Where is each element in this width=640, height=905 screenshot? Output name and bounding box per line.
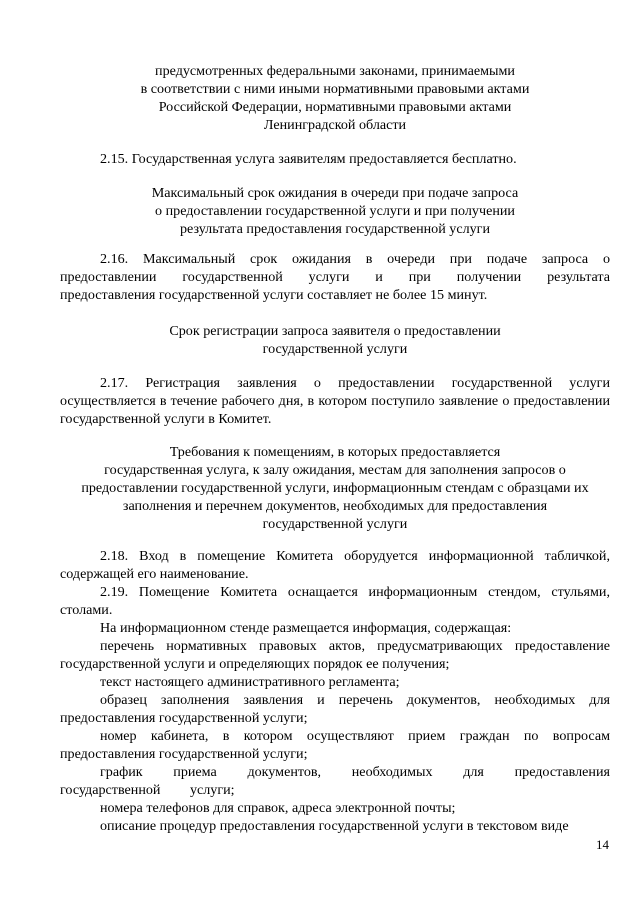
heading-line: государственной услуги <box>262 516 408 532</box>
heading-line: Ленинградской области <box>263 117 407 133</box>
paragraph-2-16 <box>60 250 610 304</box>
heading-waiting-time <box>60 184 610 238</box>
heading-line: заполнения и перечнем документов, необходимых для предоставления <box>122 498 548 514</box>
heading-line: результата предоставления государственной услуги <box>179 221 491 237</box>
heading-registration-time <box>60 322 610 358</box>
paragraph-2-18: 2.18. Вход в помещение Комитета оборудуется информационной табличкой, содержащей его наименование. <box>60 548 610 582</box>
paragraph-2-17: 2.17. Регистрация заявления о предоставлении государственной услуги осуществляется в течение рабочего дня, в котором поступило заявление о предоставлении государственной услуги в Комитет. <box>60 375 610 427</box>
heading-line: Срок регистрации запроса заявителя о предоставлении <box>169 323 501 339</box>
stand-item: текст настоящего административного регламента; <box>100 674 400 690</box>
stand-item: номера телефонов для справок, адреса электронной почты; <box>100 800 456 816</box>
heading-line: о предоставлении государственной услуги и при получении <box>155 203 515 219</box>
heading-line: предоставлении государственной услуги, информационным стендам с образцами их <box>81 480 589 496</box>
stand-item: перечень нормативных правовых актов, предусматривающих предоставление государственной услуги и определяющих порядок ее получения; <box>60 638 610 672</box>
heading-line: Российской Федерации, нормативными правовыми актами <box>158 99 512 115</box>
paragraph-line: 2.16. Максимальный срок ожидания в очереди при подаче запроса о <box>100 251 610 267</box>
stand-item: образец заполнения заявления и перечень документов, необходимых для предоставления государственной услуги; <box>60 692 610 726</box>
heading-line: Максимальный срок ожидания в очереди при подаче запроса <box>151 185 519 201</box>
stand-item: описание процедур предоставления государственной услуги в текстовом виде <box>100 818 569 834</box>
heading-line: государственная услуга, к залу ожидания, местам для заполнения запросов о <box>104 462 566 478</box>
heading-legal-acts <box>60 62 610 134</box>
section-body <box>60 547 610 835</box>
paragraph-2-15: 2.15. Государственная услуга заявителям предоставляется бесплатно. <box>100 151 517 167</box>
paragraph-line: предоставлении государственной услуги и при получении результата <box>60 269 610 285</box>
stand-intro: На информационном стенде размещается информация, содержащая: <box>100 620 512 636</box>
stand-item: график приема документов, необходимых для предоставления государственной услуги; <box>60 764 610 798</box>
paragraph-2-19: 2.19. Помещение Комитета оснащается информационным стендом, стульями, столами. <box>60 584 610 618</box>
stand-item: номер кабинета, в котором осуществляют прием граждан по вопросам предоставления государственной услуги; <box>60 728 610 762</box>
page-number: 14 <box>596 837 609 852</box>
heading-premises-requirements <box>60 443 610 533</box>
paragraph-line: предоставления государственной услуги составляет не более 15 минут. <box>60 287 488 303</box>
heading-line: в соответствии с ними иными нормативными правовыми актами <box>140 81 530 97</box>
heading-line: предусмотренных федеральными законами, принимаемыми <box>155 63 515 79</box>
heading-line: государственной услуги <box>262 341 408 357</box>
heading-line: Требования к помещениям, в которых предоставляется <box>169 444 501 460</box>
